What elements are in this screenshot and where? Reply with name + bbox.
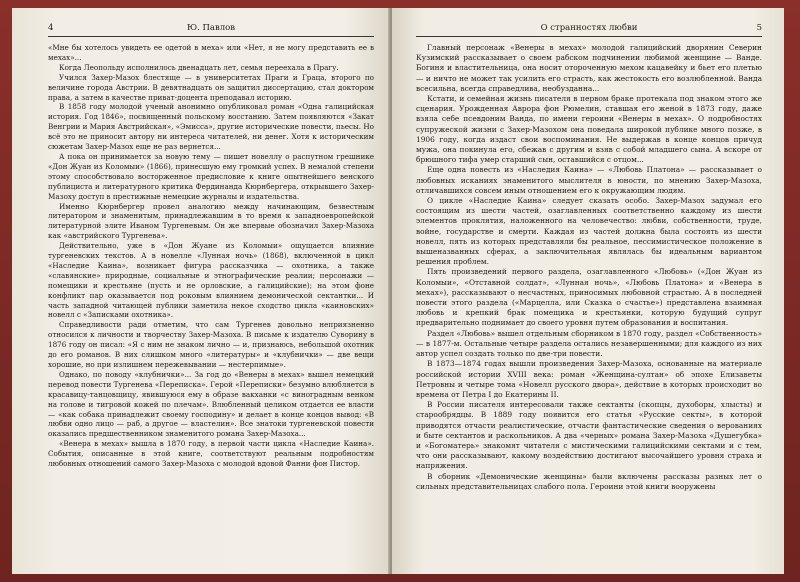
left-page-header	[48, 22, 374, 37]
paragraph: Пять произведений первого раздела, озаглавленного «Любовь» («Дон Жуан из Коломыи», «Отставной солдат», «Лунная ночь», «Любовь Платона» и «Венера в мехах»), рассказывают о несчастных, приносимых любовной страстью. А в последней повести этого раздела («Марцелла, или Сказка о счастье») представлена взаимная любовь и крепкий брак помещика и крестьянки, которую будущий супруг предварительно поднимает до своего уровня путем образования и воспитания.	[416, 267, 762, 328]
page-number-left: 4	[48, 23, 54, 33]
paragraph: Действительно, уже в «Дон Жуане из Коломыи» ощущается влияние тургеневских текстов. А в новелле «Лунная ночь» (1868), включенной в цикл «Наследие Каина», возникает фигура рассказчика — охотника, а также «славянские» природные, социальные и этнографические реалии; персонажи — помещики и крестьяне (пусть и не орловские, а галицийские); на этом фоне конфликт пар оказывается под роковым влиянием демонической сектантки... И часть западной читающей публики заметила некое сходство цикла «каиновских» новелл с «Записками охотника».	[48, 241, 374, 320]
paragraph: Однако, по поводу «клубнички»... За год до «Венеры в мехах» вышел немецкий перевод повести Тургенева «Переписка». Герой «Переписки» безумно влюбляется в красавицу-танцовщицу, явившуюся ему в образе вакханки «с виноградным венком на голове и тигровой кожей по плечам». Влюбленный целиком отдается ее власти — «как собака принадлежит своему господину» и делает в конце концов вывод: «В любви одно лицо — раб, а другое — властелин». Все знатоки тургеневской повести оказались предшественником знаменитого романа Захер-Мазоха...	[48, 369, 374, 439]
paragraph: «Мне бы хотелось увидеть ее одетой в меха» или «Нет, я не могу представить ее в мехах»...	[48, 43, 374, 62]
paragraph: «Венера в мехах» вышла в 1870 году, в первой части цикла «Наследие Каина». События, описанные в этой книге, соответствуют реальным подробностям любовных отношений самого Захер-Мазоха с молодой вдовой Фанни фон Пистор.	[48, 439, 374, 469]
paragraph: Еще одна повесть из «Наследия Каина» — «Любовь Платона» — рассказывает о любовных исканиях знаменитого мыслителя в юности, по мнению Захер-Мазоха, отличавшихся совсем иным отношением его к окружающим людям.	[416, 165, 762, 195]
paragraph: В 1858 году молодой ученый анонимно опубликовал роман «Одна галицийская история. Год 1846», посвященный польскому восстанию. Затем появляются «Закат Венгрии и Мария Австрийская», «Эмисса», другие исторические повести, пьесы. Но всё это не приносит автору ни интереса читателей, ни денег. Хотя к историческим сюжетам Захер-Мазох еще не раз вернется...	[48, 102, 374, 152]
paragraph: Главный персонаж «Венеры в мехах» молодой галицийский дворянин Северин Кузимский рассказывает о своем рабском подчинении любимой женщине — Ванде. Богиня и властительница, она носит отороченную мехом кацавейку и бьет его плетью — и ничто не может так усилить его страсть, как жестокость его возлюбленной. Ванда всесильна, всегда справедлива, необузданна...	[416, 43, 762, 93]
paragraph: В 1873—1874 годах вышли произведения Захер-Мазоха, основанные на материале российской истории XVIII века: роман «Женщина-султан» об эпохе Елизаветы Петровны и четыре тома «Новелл русского двора», действие в которых происходит во времена от Петра I до Екатерины II.	[416, 359, 762, 399]
paragraph: Именно Кюрнбергер провел аналогию между начинающим, безвестным литератором и знаменитым, принадлежавшим в то время к западноевропейской литературной элите Иваном Тургеневым. Он же впервые обозначил Захер-Мазоха как «австрийского Тургенева».	[48, 201, 374, 241]
paragraph: Раздел «Любовь» вышел отдельным сборником в 1870 году, раздел «Собственность» — в 1877-м. Остальные четыре раздела остались незавершенными; для каждого из них автор успел создать только по две-три повести.	[416, 328, 762, 359]
paragraph: Учился Захер-Мазох блестяще — в университетах Праги и Граца, второго по величине города Австрии. В девятнадцать он защитил диссертацию, стал доктором права, а затем в качестве приват-доцента преподавал историю.	[48, 72, 374, 102]
right-page	[392, 8, 784, 574]
right-page-header	[416, 22, 762, 37]
paragraph: О цикле «Наследие Каина» следует сказать особо. Захер-Мазох задумал его состоящим из шести частей, озаглавленных соответственно каждому из шести элементов проклятия, наложенного на человечество: любви, собственности, труде, войне, государстве и смерти. Каждая из частей должна была состоять из шести новелл, пять из которых представляли бы реальное, пессимистическое положение в вышеназванных сферах, а заключительная являлась бы идеальным вариантом решения проблем.	[416, 196, 762, 267]
left-page-text	[48, 43, 374, 469]
page-number-right: 5	[756, 23, 762, 33]
running-head-title: О странностях любви	[540, 23, 638, 33]
paragraph: В сборник «Демонические женщины» были включены рассказы разных лет о сильных представительницах слабого пола. Героини этой книги вооружены	[416, 471, 762, 491]
paragraph: А пока он принимается за новую тему — пишет новеллу о распутном грешнике «Дон Жуан из Коломыи» (1866), принесшую ему громкий успех. В немалой степени этому способствовало восторженное предисловие к книге опытнейшего венского публициста и литературного критика Фердинанда Кюрнбергера, открывшего Захер-Мазоху доступ в престижные немецкие журналы и издательства.	[48, 151, 374, 201]
paragraph: Когда Леопольду исполнилось двенадцать лет, семья переехала в Прагу.	[59, 62, 339, 72]
paragraph: В России писателя интересовали также сектанты (скопцы, духоборы, хлысты) и старообрядцы. В 1889 году появится его статья «Русские секты», в которой приводятся отчасти реалистические, отчасти фантастические сведения о верованиях и быте сектантов и раскольников. А два «черных» романа Захер-Мазоха «Душегубка» и «Богоматерь» знакомят читателя с мистическими галицийскими сектами и с тем, что они рассказывают, какому воздействию достигают высочайшего уровня страха и напряжения.	[416, 400, 762, 471]
paragraph: Кстати, и семейная жизнь писателя в первом браке протекала под знаком этого же сценария. Урожденная Аврора фон Рюмелин, ставшая его женой в 1873 году, даже взяла себе псевдоним Ванда, по имени героини «Венеры в мехах». О подробностях супружеской жизни с Захер-Мазохом она поведала широкой публике много позже, в 1906 году, когда издаст свои воспоминания. Не выдержав в конце концов причуд мужа, она покинула его, сбежав с другим и взяв с собой младшего сына. А вскоре от брюшного тифа умер старший сын, оставшийся с отцом...	[416, 94, 762, 165]
running-head-author: Ю. Павлов	[186, 23, 236, 33]
paragraph: Справедливости ради отметим, что сам Тургенев довольно неприязненно относился к личности и творчеству Захер-Мазоха. В письме к издателю Суворину в 1876 году он писал: «Я с ним не знаком лично — и, признаюсь, небольшой охотник до его романов. В них слишком много «литературы» и «клубнички» — две вещи хорошие, но при излишнем пережевывании — нестерпимые».	[48, 320, 374, 369]
left-page	[12, 8, 390, 574]
right-page-text	[416, 43, 762, 492]
